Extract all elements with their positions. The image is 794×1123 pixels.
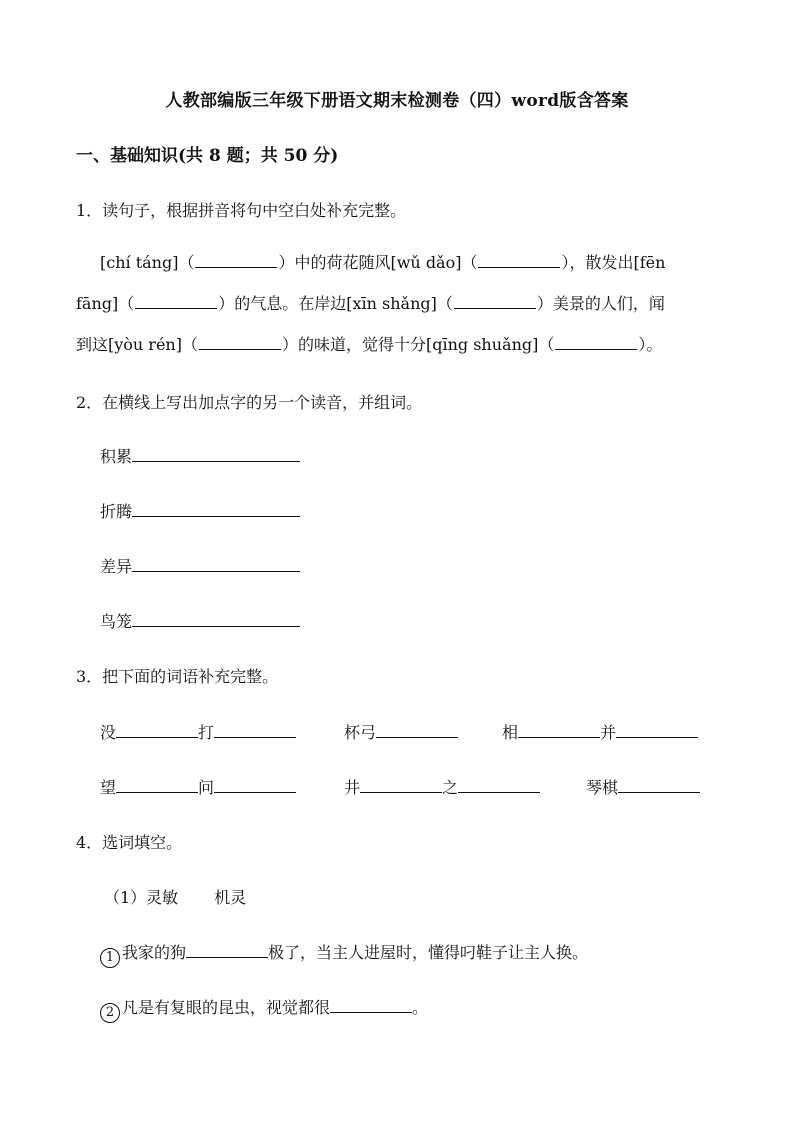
answer-line[interactable] <box>458 791 540 793</box>
sentence-text: 凡是有复眼的昆虫，视觉都很 <box>122 998 331 1017</box>
idiom-char: 杯弓 <box>344 723 377 742</box>
answer-line[interactable] <box>186 956 268 958</box>
sentence-text: 我家的狗 <box>122 943 187 962</box>
circled-number: 2 <box>100 1003 120 1023</box>
q2-item <box>100 609 300 632</box>
q1-text: ）中的荷花随风[wǔ dǎo]（ <box>278 253 478 272</box>
idiom-char: 并 <box>600 723 617 742</box>
answer-line[interactable] <box>132 625 300 627</box>
idiom-item <box>100 775 296 798</box>
idiom-item <box>100 720 296 743</box>
idiom-char: 问 <box>198 778 215 797</box>
sentence-text: 极了，当主人进屋时，懂得叼鞋子让主人换。 <box>268 943 589 962</box>
idiom-char: 琴棋 <box>586 778 619 797</box>
q1-text: ）的气息。在岸边[xīn shǎng]（ <box>218 294 453 313</box>
answer-blank[interactable] <box>135 307 217 309</box>
question-2-stem: 2．在横线上写出加点字的另一个读音，并组词。 <box>76 393 423 412</box>
page-title: 人教部编版三年级下册语文期末检测卷（四）word版含答案 <box>165 91 629 111</box>
answer-line[interactable] <box>214 736 296 738</box>
q2-item <box>100 499 300 522</box>
answer-line[interactable] <box>132 570 300 572</box>
answer-line[interactable] <box>132 515 300 517</box>
answer-blank[interactable] <box>199 348 281 350</box>
idiom-item <box>344 775 540 798</box>
answer-line[interactable] <box>132 460 300 462</box>
q2-word: 差异 <box>100 557 133 576</box>
answer-line[interactable] <box>616 736 698 738</box>
q4-options <box>104 885 282 908</box>
q1-text: 到这[yòu rén]（ <box>76 335 198 354</box>
answer-line[interactable] <box>330 1011 412 1013</box>
q1-text: ）美景的人们，闻 <box>536 294 665 313</box>
answer-line[interactable] <box>360 791 442 793</box>
idiom-item <box>344 720 458 743</box>
idiom-char: 井 <box>344 778 361 797</box>
question-1-stem: 1．读句子，根据拼音将句中空白处补充完整。 <box>76 201 407 220</box>
answer-blank[interactable] <box>454 307 536 309</box>
q1-line-3 <box>76 324 718 365</box>
q4-group-label: （1）灵敏 <box>104 888 179 907</box>
q1-text: [chí táng]（ <box>100 253 195 272</box>
circled-number: 1 <box>100 948 120 968</box>
q1-text: ）。 <box>638 335 663 354</box>
idiom-item <box>586 775 700 798</box>
section-heading: 一、基础知识(共 8 题；共 50 分) <box>76 146 339 166</box>
q1-text: fāng]（ <box>76 294 135 313</box>
question-1-paragraph <box>76 242 718 365</box>
sentence-text: 。 <box>412 998 429 1017</box>
answer-line[interactable] <box>618 791 700 793</box>
question-4-stem: 4．选词填空。 <box>76 833 183 852</box>
q1-line-2 <box>76 283 718 324</box>
idiom-char: 没 <box>100 723 117 742</box>
q1-text: ）的味道，觉得十分[qīng shuǎng]（ <box>281 335 555 354</box>
q4-sentence-1 <box>100 940 588 968</box>
idiom-char: 相 <box>502 723 519 742</box>
idiom-char: 之 <box>442 778 459 797</box>
q1-line-1 <box>76 242 718 283</box>
answer-line[interactable] <box>116 791 198 793</box>
answer-blank[interactable] <box>555 348 637 350</box>
answer-line[interactable] <box>214 791 296 793</box>
answer-blank[interactable] <box>195 266 277 268</box>
q4-option: 机灵 <box>214 888 247 907</box>
answer-line[interactable] <box>116 736 198 738</box>
q2-item <box>100 444 300 467</box>
answer-blank[interactable] <box>478 266 560 268</box>
q2-item <box>100 554 300 577</box>
answer-line[interactable] <box>376 736 458 738</box>
q2-word: 积累 <box>100 447 133 466</box>
idiom-item <box>502 720 698 743</box>
question-3-stem: 3．把下面的词语补充完整。 <box>76 667 279 686</box>
idiom-char: 打 <box>198 723 215 742</box>
q1-text: ），散发出[fēn <box>561 253 666 272</box>
answer-line[interactable] <box>518 736 600 738</box>
q2-word: 折腾 <box>100 502 133 521</box>
q4-sentence-2 <box>100 995 428 1023</box>
q2-word: 鸟笼 <box>100 612 133 631</box>
idiom-char: 望 <box>100 778 117 797</box>
